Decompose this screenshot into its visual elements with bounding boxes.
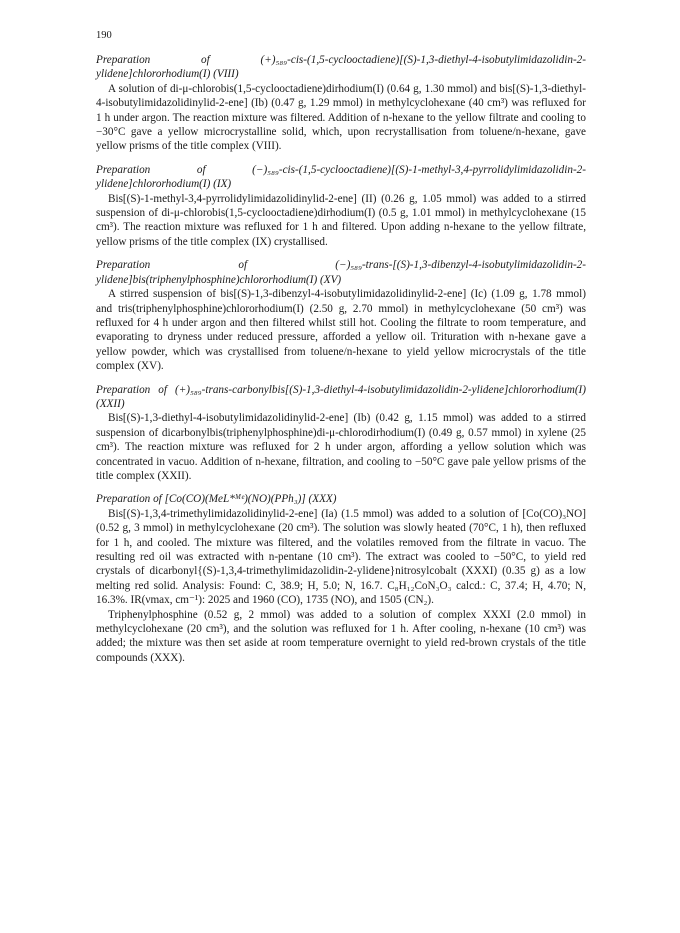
section-heading: Preparation of (−)₅₈₉-trans-[(S)-1,3-dibenzyl-4-isobutylimidazolidin-2-ylidene]bis(triphenylphosphine)chlororhodium(I) (XV) (96, 259, 586, 286)
page-number: 190 (96, 30, 112, 41)
section-xv (96, 258, 586, 373)
document-page (96, 30, 586, 674)
section-body: A stirred suspension of bis[(S)-1,3-dibenzyl-4-isobutylimidazolidinylid-2-ene] (Ic) (1.09 g, 1.78 mmol) and tris(triphenylphosphine)chlororhodium(I) (2.50 g, 2.70 mmol) in methylcyclohexane (50 cm³) was refluxed for 4 h under argon and then filtered whilst still hot. Cooling the filtrate to room temperature, and evaporating to dryness under reduced pressure, afforded a yellow oil. Trituration with n-hexane gave a yellow powder, which was crystallised from toluene/n-hexane to yield yellow microcrystals of the title complex (XV). (96, 288, 586, 373)
section-ix (96, 163, 586, 249)
section-xxii (96, 383, 586, 484)
section-heading: Preparation of (+)₅₈₉-trans-carbonylbis[(S)-1,3-diethyl-4-isobutylimidazolidin-2-ylidene]chlororhodium(I) (XXII) (96, 383, 586, 410)
section-body: Bis[(S)-1,3-diethyl-4-isobutylimidazolidinylid-2-ene] (Ib) (0.42 g, 1.15 mmol) was added to a stirred suspension of dicarbonylbis(triphenylphosphine)di-μ-chlorodirhodium(I) (0.49 g, 0.57 mmol) in xylene (25 cm³). The reaction mixture was refluxed for 2 h under argon, affording a yellow solution which was concentrated in vacuo. Addition of n-hexane, filtration, and cooling to −50°C gave pale yellow prisms of the title complex (XXII). (96, 412, 586, 482)
trailing-paragraph: Triphenylphosphine (0.52 g, 2 mmol) was added to a solution of complex XXXI (2.0 mmol) in methylcyclohexane (20 cm³), and the solution was refluxed for 1 h. After cooling, n-hexane (10 cm³) was added; the mixture was then set aside at room temperature overnight to yield red-brown crystals of the title compounds (XXX). (96, 608, 586, 664)
section-body: Bis[(S)-1,3,4-trimethylimidazolidinylid-2-ene] (Ia) (1.5 mmol) was added to a solution of [Co(CO)₃NO] (0.52 g, 3 mmol) in methylcyclohexane (20 cm³). The solution was slowly heated (70°C, 1 h), then refluxed for 1 h, and cooled. The mixture was filtered, and the volatiles removed from the filtrate in vacuo. The resulting red oil was extracted with n-pentane (10 cm³). The extract was cooled to −50°C, to yield red crystals of dicarbonyl{(S)-1,3,4-trimethylimidazolidin-2-ylidene}nitrosylcobalt (XXXI) (0.35 g) as a low melting red solid. Analysis: Found: C, 38.9; H, 5.0; N, 16.7. C₈H₁₂CoN₃O₃ calcd.: C, 37.4; H, 4.70; N, 16.3%. IR(νmax, cm⁻¹): 2025 and 1960 (CO), 1735 (NO), and 1505 (CN₂). (96, 507, 586, 607)
section-heading: Preparation of (−)₅₈₉-cis-(1,5-cyclooctadiene)[(S)-1-methyl-3,4-pyrrolidylimidazolidin-2-ylidene]chlororhodium(I) (IX) (96, 163, 586, 191)
section-viii (96, 53, 586, 154)
section-body: A solution of di-μ-chlorobis(1,5-cyclooctadiene)dirhodium(I) (0.64 g, 1.30 mmol) and bis[(S)-1,3-diethyl-4-isobutylimidazolidinylid-2-ene] (Ib) (0.47 g, 1.29 mmol) in methylcyclohexane (40 cm³) was refluxed for 1 h under argon. The reaction mixture was filtered. Addition of n-hexane to the yellow filtrate and cooling to −30°C gave a yellow microcrystalline solid, which, upon recrystallisation from toluene/n-hexane, gave yellow prisms of the title complex (VIII). (96, 82, 586, 153)
section-heading: Preparation of [Co(CO)(MeL*ᴹᵉ)(NO)(PPh₃)] (XXX) (96, 493, 337, 506)
section-body: Bis[(S)-1-methyl-3,4-pyrrolidylimidazolidinylid-2-ene] (II) (0.26 g, 1.05 mmol) was added to a stirred suspension of di-μ-chlorobis(1,5-cyclooctadiene)dirhodium(I) (0.5 g, 1.01 mmol) in methylcyclohexane (15 cm³). The reaction mixture was refluxed for 1 h and filtered. Upon adding n-hexane to the yellow filtrate, yellow prisms of the title complex (IX) crystallised. (96, 192, 586, 248)
section-xxx (96, 492, 586, 665)
section-heading: Preparation of (+)₅₈₉-cis-(1,5-cyclooctadiene)[(S)-1,3-diethyl-4-isobutylimidazolidin-2-ylidene]chlororhodium(I) (VIII) (96, 54, 586, 81)
